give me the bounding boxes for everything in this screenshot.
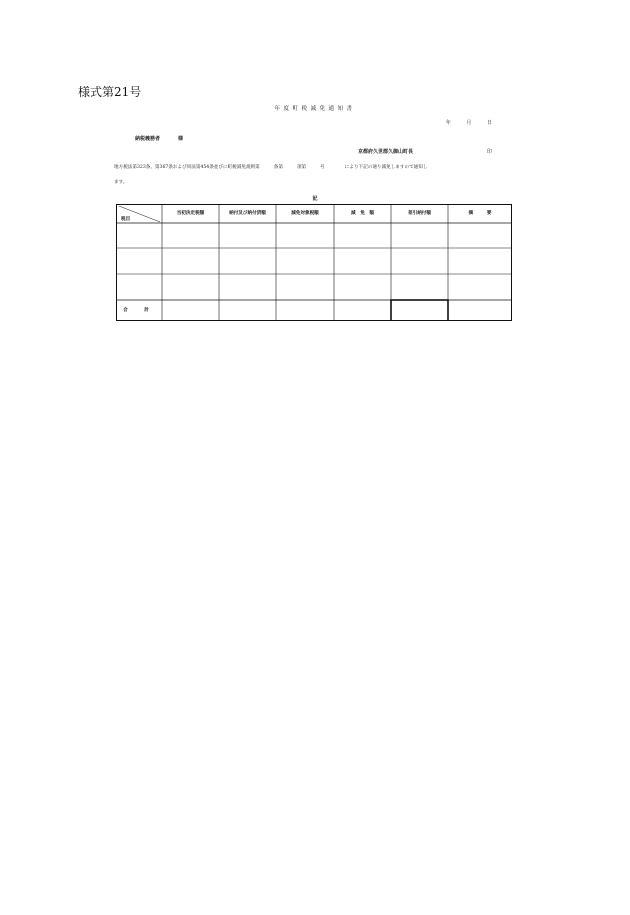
header-net-payment: 差引納付額: [408, 211, 431, 216]
body-text-part-2: 条第: [273, 165, 283, 170]
header-reduction-amount: 減 免 額: [351, 211, 374, 216]
form-number: 様式第21号: [78, 85, 142, 99]
header-paid-amount: 納付及び納付済額: [229, 211, 266, 216]
date-line: 年 月 日: [445, 120, 494, 126]
body-text-part-5: により下記の通り減免しますので通知し: [344, 165, 428, 170]
corner-label-tax-item: 税目: [121, 217, 131, 222]
document-title: 年度町税減免通知書: [274, 106, 356, 112]
issuer-name: 京都府久世郡久御山町長: [358, 149, 414, 155]
taxpayer-label: 納税義務者: [135, 136, 161, 142]
body-text-line-2: ます。: [114, 180, 128, 185]
header-target-tax: 減免対象税額: [291, 211, 319, 216]
body-text-line-1: [114, 164, 514, 170]
taxpayer-suffix: 様: [178, 136, 184, 142]
total-row-label: 合 計: [123, 308, 155, 313]
header-remarks: 摘 要: [468, 211, 492, 216]
scanned-notice-image: [100, 95, 530, 335]
header-initial-tax: 当初決定税額: [176, 211, 205, 216]
body-text-part-4: 号: [320, 165, 325, 170]
body-text-part-3: 項第: [296, 165, 307, 170]
body-text-part-1: 地方税法第323条、第367条および同法第454条並びに町税減免規則第: [114, 165, 260, 170]
record-heading: 記: [312, 196, 318, 202]
seal-mark: 印: [487, 149, 493, 155]
reduction-table: [116, 204, 512, 321]
